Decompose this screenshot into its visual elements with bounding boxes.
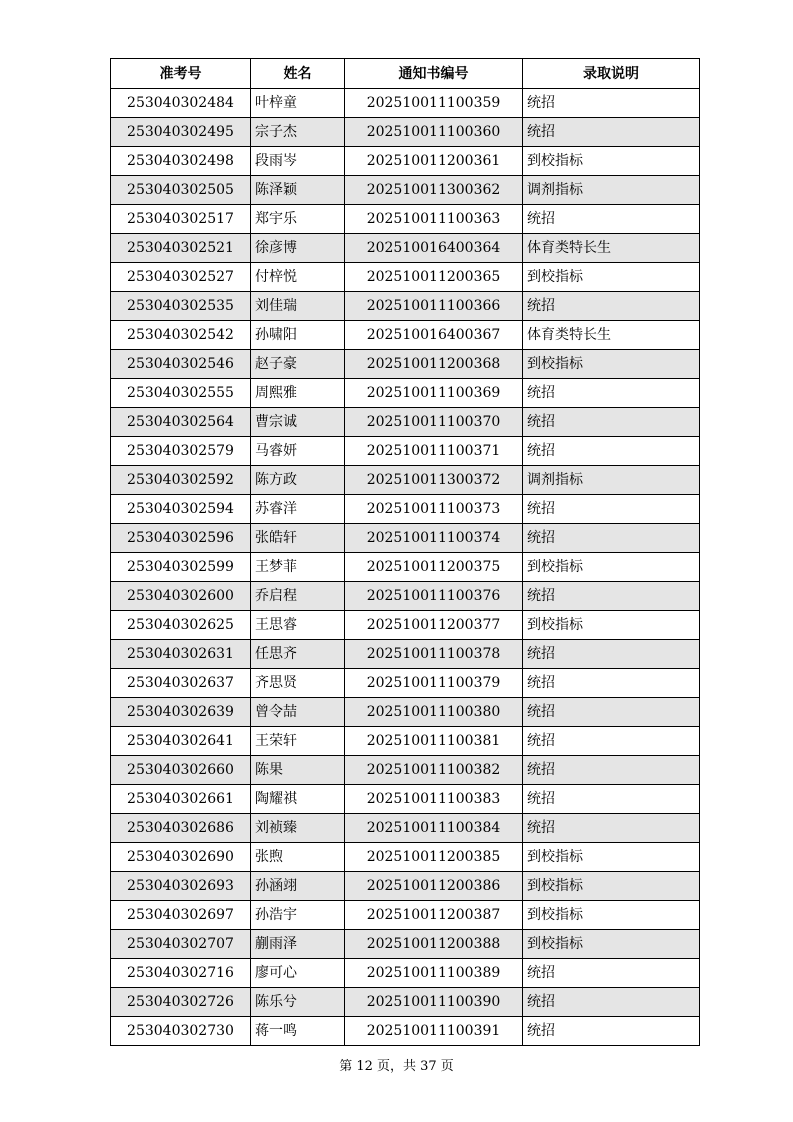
cell-notice-no: 202510011100391 (345, 1017, 523, 1046)
table-row (111, 205, 700, 234)
cell-exam-no: 253040302660 (111, 756, 251, 785)
table-row (111, 669, 700, 698)
cell-note: 到校指标 (523, 553, 700, 582)
cell-name: 苏睿洋 (251, 495, 345, 524)
cell-notice-no: 202510011100376 (345, 582, 523, 611)
cell-exam-no: 253040302498 (111, 147, 251, 176)
cell-name: 陈果 (251, 756, 345, 785)
cell-exam-no: 253040302546 (111, 350, 251, 379)
cell-notice-no: 202510011200386 (345, 872, 523, 901)
cell-note: 统招 (523, 727, 700, 756)
cell-name: 乔启程 (251, 582, 345, 611)
cell-notice-no: 202510011100369 (345, 379, 523, 408)
table-row (111, 727, 700, 756)
table-row (111, 350, 700, 379)
table-row (111, 814, 700, 843)
cell-notice-no: 202510011200388 (345, 930, 523, 959)
cell-note: 体育类特长生 (523, 321, 700, 350)
cell-name: 刘祯臻 (251, 814, 345, 843)
table-row (111, 263, 700, 292)
cell-note: 到校指标 (523, 350, 700, 379)
cell-exam-no: 253040302542 (111, 321, 251, 350)
cell-notice-no: 202510011100381 (345, 727, 523, 756)
cell-exam-no: 253040302726 (111, 988, 251, 1017)
cell-name: 曾令喆 (251, 698, 345, 727)
cell-note: 统招 (523, 1017, 700, 1046)
cell-note: 统招 (523, 118, 700, 147)
table-body (111, 89, 700, 1046)
cell-exam-no: 253040302690 (111, 843, 251, 872)
table-row (111, 553, 700, 582)
cell-note: 统招 (523, 640, 700, 669)
cell-note: 统招 (523, 785, 700, 814)
cell-exam-no: 253040302564 (111, 408, 251, 437)
cell-note: 体育类特长生 (523, 234, 700, 263)
table-row (111, 147, 700, 176)
table-row (111, 234, 700, 263)
cell-notice-no: 202510011300362 (345, 176, 523, 205)
cell-name: 付梓悦 (251, 263, 345, 292)
cell-note: 到校指标 (523, 930, 700, 959)
cell-name: 蒯雨泽 (251, 930, 345, 959)
cell-notice-no: 202510011100371 (345, 437, 523, 466)
cell-exam-no: 253040302555 (111, 379, 251, 408)
table-row (111, 930, 700, 959)
cell-exam-no: 253040302599 (111, 553, 251, 582)
cell-notice-no: 202510011100363 (345, 205, 523, 234)
cell-name: 叶梓童 (251, 89, 345, 118)
cell-name: 齐思贤 (251, 669, 345, 698)
table-row (111, 698, 700, 727)
cell-note: 统招 (523, 292, 700, 321)
cell-name: 赵子豪 (251, 350, 345, 379)
cell-note: 统招 (523, 524, 700, 553)
table-row (111, 901, 700, 930)
cell-name: 宗子杰 (251, 118, 345, 147)
cell-notice-no: 202510011100379 (345, 669, 523, 698)
cell-name: 陈泽颖 (251, 176, 345, 205)
cell-note: 调剂指标 (523, 466, 700, 495)
cell-note: 统招 (523, 756, 700, 785)
table-row (111, 437, 700, 466)
cell-note: 到校指标 (523, 263, 700, 292)
cell-name: 王梦菲 (251, 553, 345, 582)
header-note: 录取说明 (523, 59, 700, 89)
cell-note: 统招 (523, 959, 700, 988)
table-row (111, 495, 700, 524)
cell-note: 到校指标 (523, 901, 700, 930)
cell-notice-no: 202510011200368 (345, 350, 523, 379)
cell-notice-no: 202510011100359 (345, 89, 523, 118)
cell-note: 统招 (523, 437, 700, 466)
cell-notice-no: 202510011100360 (345, 118, 523, 147)
cell-notice-no: 202510011100384 (345, 814, 523, 843)
cell-notice-no: 202510011200385 (345, 843, 523, 872)
header-name: 姓名 (251, 59, 345, 89)
cell-notice-no: 202510016400367 (345, 321, 523, 350)
table-row (111, 959, 700, 988)
table-row (111, 843, 700, 872)
cell-name: 陈方政 (251, 466, 345, 495)
cell-exam-no: 253040302505 (111, 176, 251, 205)
cell-name: 段雨岑 (251, 147, 345, 176)
table-row (111, 466, 700, 495)
cell-notice-no: 202510011100374 (345, 524, 523, 553)
cell-exam-no: 253040302517 (111, 205, 251, 234)
cell-exam-no: 253040302527 (111, 263, 251, 292)
cell-name: 廖可心 (251, 959, 345, 988)
cell-exam-no: 253040302600 (111, 582, 251, 611)
cell-name: 张煦 (251, 843, 345, 872)
cell-note: 统招 (523, 495, 700, 524)
cell-notice-no: 202510011100389 (345, 959, 523, 988)
cell-exam-no: 253040302535 (111, 292, 251, 321)
table-row (111, 756, 700, 785)
cell-note: 到校指标 (523, 872, 700, 901)
table-row (111, 321, 700, 350)
cell-name: 陈乐兮 (251, 988, 345, 1017)
cell-note: 统招 (523, 379, 700, 408)
cell-notice-no: 202510011100370 (345, 408, 523, 437)
cell-note: 统招 (523, 205, 700, 234)
cell-name: 王思睿 (251, 611, 345, 640)
cell-name: 王荣轩 (251, 727, 345, 756)
cell-name: 孙浩宇 (251, 901, 345, 930)
cell-notice-no: 202510016400364 (345, 234, 523, 263)
cell-notice-no: 202510011200387 (345, 901, 523, 930)
cell-name: 任思齐 (251, 640, 345, 669)
cell-note: 到校指标 (523, 843, 700, 872)
page-footer: 第 12 页，共 37 页 (339, 1059, 454, 1074)
cell-note: 统招 (523, 669, 700, 698)
table-row (111, 408, 700, 437)
cell-name: 徐彦博 (251, 234, 345, 263)
cell-notice-no: 202510011200361 (345, 147, 523, 176)
cell-notice-no: 202510011100390 (345, 988, 523, 1017)
cell-notice-no: 202510011100383 (345, 785, 523, 814)
cell-name: 张皓轩 (251, 524, 345, 553)
cell-name: 孙涵翊 (251, 872, 345, 901)
cell-exam-no: 253040302641 (111, 727, 251, 756)
table-row (111, 582, 700, 611)
cell-exam-no: 253040302707 (111, 930, 251, 959)
cell-exam-no: 253040302484 (111, 89, 251, 118)
table-row (111, 379, 700, 408)
cell-exam-no: 253040302716 (111, 959, 251, 988)
cell-note: 统招 (523, 89, 700, 118)
cell-exam-no: 253040302730 (111, 1017, 251, 1046)
cell-exam-no: 253040302661 (111, 785, 251, 814)
cell-notice-no: 202510011100378 (345, 640, 523, 669)
cell-note: 调剂指标 (523, 176, 700, 205)
table-row (111, 640, 700, 669)
table-row (111, 1017, 700, 1046)
cell-name: 孙啸阳 (251, 321, 345, 350)
cell-note: 统招 (523, 408, 700, 437)
cell-exam-no: 253040302592 (111, 466, 251, 495)
table-header-row (111, 59, 700, 89)
cell-name: 陶耀祺 (251, 785, 345, 814)
cell-name: 刘佳瑞 (251, 292, 345, 321)
cell-exam-no: 253040302594 (111, 495, 251, 524)
table-row (111, 785, 700, 814)
table-row (111, 89, 700, 118)
cell-exam-no: 253040302579 (111, 437, 251, 466)
cell-notice-no: 202510011300372 (345, 466, 523, 495)
table-row (111, 872, 700, 901)
cell-note: 统招 (523, 582, 700, 611)
cell-exam-no: 253040302521 (111, 234, 251, 263)
header-exam-no: 准考号 (111, 59, 251, 89)
cell-name: 马睿妍 (251, 437, 345, 466)
cell-notice-no: 202510011100380 (345, 698, 523, 727)
table-row (111, 176, 700, 205)
cell-notice-no: 202510011200365 (345, 263, 523, 292)
cell-note: 统招 (523, 814, 700, 843)
cell-notice-no: 202510011100373 (345, 495, 523, 524)
cell-exam-no: 253040302631 (111, 640, 251, 669)
cell-exam-no: 253040302697 (111, 901, 251, 930)
cell-note: 到校指标 (523, 147, 700, 176)
cell-exam-no: 253040302625 (111, 611, 251, 640)
cell-name: 周熙雅 (251, 379, 345, 408)
admission-table (110, 58, 700, 1046)
cell-exam-no: 253040302495 (111, 118, 251, 147)
cell-note: 统招 (523, 988, 700, 1017)
header-notice-no: 通知书编号 (345, 59, 523, 89)
cell-note: 统招 (523, 698, 700, 727)
cell-name: 蒋一鸣 (251, 1017, 345, 1046)
cell-exam-no: 253040302637 (111, 669, 251, 698)
cell-exam-no: 253040302596 (111, 524, 251, 553)
cell-name: 郑宇乐 (251, 205, 345, 234)
cell-exam-no: 253040302639 (111, 698, 251, 727)
cell-notice-no: 202510011100366 (345, 292, 523, 321)
cell-name: 曹宗诚 (251, 408, 345, 437)
cell-notice-no: 202510011200377 (345, 611, 523, 640)
cell-notice-no: 202510011100382 (345, 756, 523, 785)
table-row (111, 292, 700, 321)
table-row (111, 611, 700, 640)
table-row (111, 524, 700, 553)
table-row (111, 118, 700, 147)
cell-exam-no: 253040302686 (111, 814, 251, 843)
table-row (111, 988, 700, 1017)
cell-exam-no: 253040302693 (111, 872, 251, 901)
cell-note: 到校指标 (523, 611, 700, 640)
cell-notice-no: 202510011200375 (345, 553, 523, 582)
